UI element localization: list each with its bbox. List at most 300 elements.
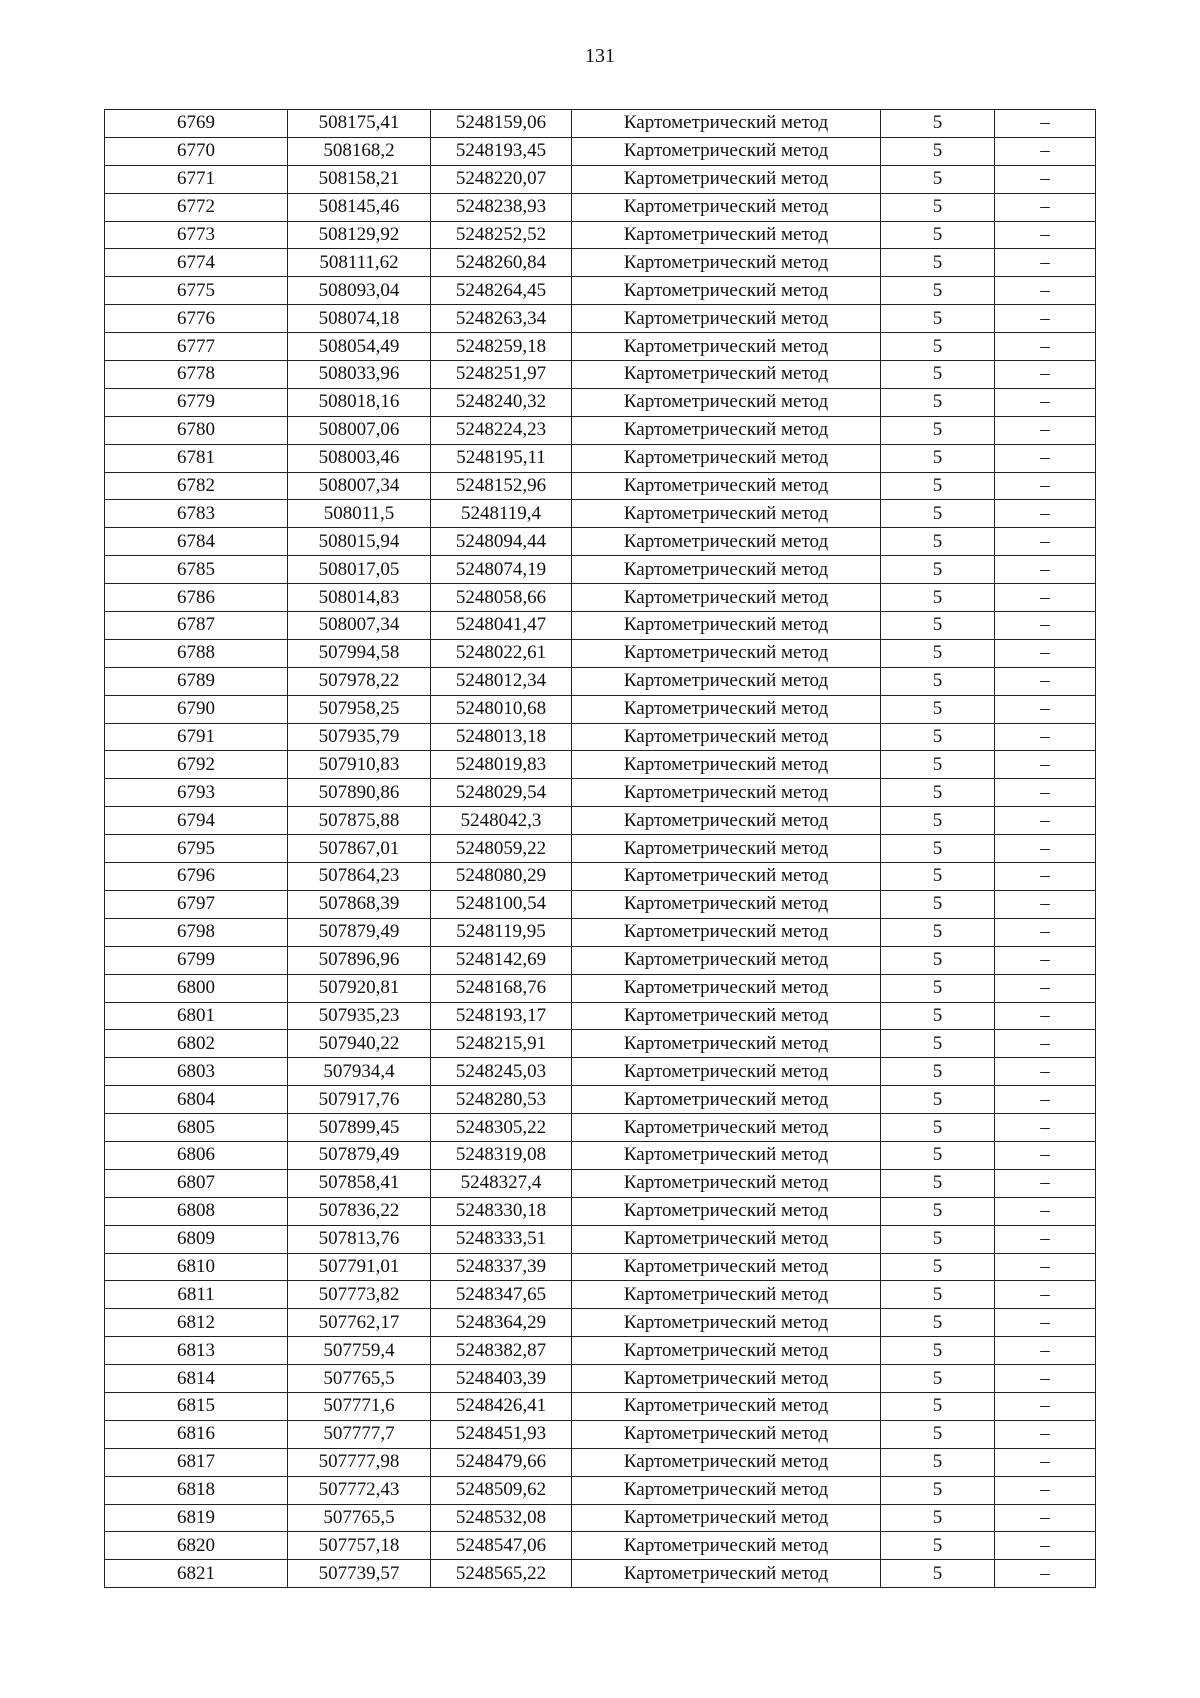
table-row <box>105 249 1096 277</box>
accuracy-cell: 5 <box>881 361 995 389</box>
y-coordinate-cell: 5248059,22 <box>431 835 572 863</box>
point-number-cell: 6787 <box>105 612 288 640</box>
description-cell: – <box>995 528 1096 556</box>
accuracy-cell: 5 <box>881 1448 995 1476</box>
x-coordinate-cell: 508007,06 <box>288 416 431 444</box>
table-row <box>105 1309 1096 1337</box>
accuracy-cell: 5 <box>881 1504 995 1532</box>
method-cell: Картометрический метод <box>572 137 881 165</box>
method-cell: Картометрический метод <box>572 193 881 221</box>
description-cell: – <box>995 137 1096 165</box>
method-cell: Картометрический метод <box>572 165 881 193</box>
accuracy-cell: 5 <box>881 612 995 640</box>
x-coordinate-cell: 507958,25 <box>288 695 431 723</box>
point-number-cell: 6780 <box>105 416 288 444</box>
method-cell: Картометрический метод <box>572 1504 881 1532</box>
description-cell: – <box>995 333 1096 361</box>
point-number-cell: 6806 <box>105 1141 288 1169</box>
x-coordinate-cell: 507759,4 <box>288 1337 431 1365</box>
accuracy-cell: 5 <box>881 110 995 138</box>
point-number-cell: 6816 <box>105 1420 288 1448</box>
y-coordinate-cell: 5248080,29 <box>431 863 572 891</box>
table-row <box>105 1197 1096 1225</box>
table-row <box>105 110 1096 138</box>
y-coordinate-cell: 5248252,52 <box>431 221 572 249</box>
point-number-cell: 6814 <box>105 1365 288 1393</box>
accuracy-cell: 5 <box>881 1365 995 1393</box>
y-coordinate-cell: 5248013,18 <box>431 723 572 751</box>
x-coordinate-cell: 507777,7 <box>288 1420 431 1448</box>
accuracy-cell: 5 <box>881 863 995 891</box>
y-coordinate-cell: 5248333,51 <box>431 1225 572 1253</box>
description-cell: – <box>995 1141 1096 1169</box>
x-coordinate-cell: 508014,83 <box>288 584 431 612</box>
y-coordinate-cell: 5248220,07 <box>431 165 572 193</box>
x-coordinate-cell: 508017,05 <box>288 556 431 584</box>
point-number-cell: 6808 <box>105 1197 288 1225</box>
method-cell: Картометрический метод <box>572 528 881 556</box>
x-coordinate-cell: 508175,41 <box>288 110 431 138</box>
description-cell: – <box>995 165 1096 193</box>
y-coordinate-cell: 5248152,96 <box>431 472 572 500</box>
point-number-cell: 6775 <box>105 277 288 305</box>
point-number-cell: 6772 <box>105 193 288 221</box>
x-coordinate-cell: 507777,98 <box>288 1448 431 1476</box>
y-coordinate-cell: 5248238,93 <box>431 193 572 221</box>
x-coordinate-cell: 507879,49 <box>288 918 431 946</box>
x-coordinate-cell: 507765,5 <box>288 1365 431 1393</box>
y-coordinate-cell: 5248280,53 <box>431 1086 572 1114</box>
y-coordinate-cell: 5248382,87 <box>431 1337 572 1365</box>
x-coordinate-cell: 507836,22 <box>288 1197 431 1225</box>
y-coordinate-cell: 5248159,06 <box>431 110 572 138</box>
table-row <box>105 890 1096 918</box>
description-cell: – <box>995 1281 1096 1309</box>
table-row <box>105 667 1096 695</box>
y-coordinate-cell: 5248058,66 <box>431 584 572 612</box>
y-coordinate-cell: 5248193,17 <box>431 1002 572 1030</box>
description-cell: – <box>995 305 1096 333</box>
y-coordinate-cell: 5248074,19 <box>431 556 572 584</box>
method-cell: Картометрический метод <box>572 249 881 277</box>
method-cell: Картометрический метод <box>572 1114 881 1142</box>
accuracy-cell: 5 <box>881 277 995 305</box>
table-row <box>105 974 1096 1002</box>
page-number: 131 <box>585 45 615 67</box>
y-coordinate-cell: 5248509,62 <box>431 1476 572 1504</box>
method-cell: Картометрический метод <box>572 1030 881 1058</box>
table-row <box>105 1365 1096 1393</box>
accuracy-cell: 5 <box>881 221 995 249</box>
point-number-cell: 6788 <box>105 639 288 667</box>
table-row <box>105 165 1096 193</box>
accuracy-cell: 5 <box>881 1058 995 1086</box>
table-row <box>105 361 1096 389</box>
description-cell: – <box>995 1058 1096 1086</box>
accuracy-cell: 5 <box>881 388 995 416</box>
point-number-cell: 6799 <box>105 946 288 974</box>
y-coordinate-cell: 5248100,54 <box>431 890 572 918</box>
point-number-cell: 6819 <box>105 1504 288 1532</box>
accuracy-cell: 5 <box>881 1114 995 1142</box>
method-cell: Картометрический метод <box>572 695 881 723</box>
description-cell: – <box>995 1420 1096 1448</box>
x-coordinate-cell: 507757,18 <box>288 1532 431 1560</box>
y-coordinate-cell: 5248319,08 <box>431 1141 572 1169</box>
y-coordinate-cell: 5248451,93 <box>431 1420 572 1448</box>
accuracy-cell: 5 <box>881 1141 995 1169</box>
table-row <box>105 1420 1096 1448</box>
x-coordinate-cell: 507994,58 <box>288 639 431 667</box>
accuracy-cell: 5 <box>881 556 995 584</box>
x-coordinate-cell: 507773,82 <box>288 1281 431 1309</box>
description-cell: – <box>995 472 1096 500</box>
method-cell: Картометрический метод <box>572 1141 881 1169</box>
x-coordinate-cell: 507867,01 <box>288 835 431 863</box>
accuracy-cell: 5 <box>881 444 995 472</box>
accuracy-cell: 5 <box>881 305 995 333</box>
method-cell: Картометрический метод <box>572 1197 881 1225</box>
accuracy-cell: 5 <box>881 528 995 556</box>
accuracy-cell: 5 <box>881 723 995 751</box>
method-cell: Картометрический метод <box>572 416 881 444</box>
y-coordinate-cell: 5248195,11 <box>431 444 572 472</box>
table-row <box>105 1337 1096 1365</box>
description-cell: – <box>995 110 1096 138</box>
point-number-cell: 6773 <box>105 221 288 249</box>
x-coordinate-cell: 507771,6 <box>288 1392 431 1420</box>
table-row <box>105 779 1096 807</box>
table-row <box>105 1448 1096 1476</box>
description-cell: – <box>995 1448 1096 1476</box>
x-coordinate-cell: 507899,45 <box>288 1114 431 1142</box>
table-row <box>105 416 1096 444</box>
y-coordinate-cell: 5248041,47 <box>431 612 572 640</box>
y-coordinate-cell: 5248029,54 <box>431 779 572 807</box>
description-cell: – <box>995 1002 1096 1030</box>
method-cell: Картометрический метод <box>572 1002 881 1030</box>
table-row <box>105 1169 1096 1197</box>
method-cell: Картометрический метод <box>572 1058 881 1086</box>
accuracy-cell: 5 <box>881 472 995 500</box>
table-row <box>105 946 1096 974</box>
accuracy-cell: 5 <box>881 1225 995 1253</box>
x-coordinate-cell: 508015,94 <box>288 528 431 556</box>
description-cell: – <box>995 779 1096 807</box>
method-cell: Картометрический метод <box>572 221 881 249</box>
description-cell: – <box>995 1365 1096 1393</box>
method-cell: Картометрический метод <box>572 1560 881 1588</box>
accuracy-cell: 5 <box>881 1002 995 1030</box>
point-number-cell: 6784 <box>105 528 288 556</box>
point-number-cell: 6789 <box>105 667 288 695</box>
table-row <box>105 1114 1096 1142</box>
point-number-cell: 6801 <box>105 1002 288 1030</box>
method-cell: Картометрический метод <box>572 1337 881 1365</box>
accuracy-cell: 5 <box>881 1392 995 1420</box>
point-number-cell: 6786 <box>105 584 288 612</box>
point-number-cell: 6813 <box>105 1337 288 1365</box>
table-row <box>105 723 1096 751</box>
point-number-cell: 6804 <box>105 1086 288 1114</box>
method-cell: Картометрический метод <box>572 472 881 500</box>
point-number-cell: 6820 <box>105 1532 288 1560</box>
accuracy-cell: 5 <box>881 1560 995 1588</box>
accuracy-cell: 5 <box>881 1532 995 1560</box>
description-cell: – <box>995 1114 1096 1142</box>
accuracy-cell: 5 <box>881 667 995 695</box>
table-row <box>105 612 1096 640</box>
point-number-cell: 6770 <box>105 137 288 165</box>
method-cell: Картометрический метод <box>572 835 881 863</box>
method-cell: Картометрический метод <box>572 1448 881 1476</box>
x-coordinate-cell: 507910,83 <box>288 751 431 779</box>
x-coordinate-cell: 507791,01 <box>288 1253 431 1281</box>
accuracy-cell: 5 <box>881 1476 995 1504</box>
description-cell: – <box>995 416 1096 444</box>
method-cell: Картометрический метод <box>572 333 881 361</box>
description-cell: – <box>995 974 1096 1002</box>
accuracy-cell: 5 <box>881 137 995 165</box>
x-coordinate-cell: 507765,5 <box>288 1504 431 1532</box>
table-row <box>105 584 1096 612</box>
point-number-cell: 6800 <box>105 974 288 1002</box>
accuracy-cell: 5 <box>881 1169 995 1197</box>
method-cell: Картометрический метод <box>572 556 881 584</box>
table-row <box>105 305 1096 333</box>
table-row <box>105 1504 1096 1532</box>
y-coordinate-cell: 5248119,4 <box>431 500 572 528</box>
point-number-cell: 6805 <box>105 1114 288 1142</box>
y-coordinate-cell: 5248327,4 <box>431 1169 572 1197</box>
method-cell: Картометрический метод <box>572 751 881 779</box>
point-number-cell: 6781 <box>105 444 288 472</box>
x-coordinate-cell: 508145,46 <box>288 193 431 221</box>
accuracy-cell: 5 <box>881 807 995 835</box>
description-cell: – <box>995 667 1096 695</box>
x-coordinate-cell: 507935,79 <box>288 723 431 751</box>
accuracy-cell: 5 <box>881 584 995 612</box>
accuracy-cell: 5 <box>881 946 995 974</box>
y-coordinate-cell: 5248565,22 <box>431 1560 572 1588</box>
point-number-cell: 6771 <box>105 165 288 193</box>
description-cell: – <box>995 221 1096 249</box>
description-cell: – <box>995 1532 1096 1560</box>
accuracy-cell: 5 <box>881 751 995 779</box>
point-number-cell: 6809 <box>105 1225 288 1253</box>
description-cell: – <box>995 1476 1096 1504</box>
method-cell: Картометрический метод <box>572 444 881 472</box>
description-cell: – <box>995 1253 1096 1281</box>
method-cell: Картометрический метод <box>572 1086 881 1114</box>
method-cell: Картометрический метод <box>572 639 881 667</box>
point-number-cell: 6792 <box>105 751 288 779</box>
table-row <box>105 1476 1096 1504</box>
table-row <box>105 500 1096 528</box>
table-row <box>105 918 1096 946</box>
y-coordinate-cell: 5248245,03 <box>431 1058 572 1086</box>
method-cell: Картометрический метод <box>572 918 881 946</box>
method-cell: Картометрический метод <box>572 361 881 389</box>
description-cell: – <box>995 361 1096 389</box>
point-number-cell: 6793 <box>105 779 288 807</box>
x-coordinate-cell: 508168,2 <box>288 137 431 165</box>
table-row <box>105 388 1096 416</box>
y-coordinate-cell: 5248547,06 <box>431 1532 572 1560</box>
y-coordinate-cell: 5248347,65 <box>431 1281 572 1309</box>
point-number-cell: 6803 <box>105 1058 288 1086</box>
point-number-cell: 6797 <box>105 890 288 918</box>
x-coordinate-cell: 507920,81 <box>288 974 431 1002</box>
table-row <box>105 1532 1096 1560</box>
table-row <box>105 751 1096 779</box>
table-row <box>105 1253 1096 1281</box>
description-cell: – <box>995 1169 1096 1197</box>
point-number-cell: 6795 <box>105 835 288 863</box>
description-cell: – <box>995 1392 1096 1420</box>
method-cell: Картометрический метод <box>572 863 881 891</box>
method-cell: Картометрический метод <box>572 1532 881 1560</box>
x-coordinate-cell: 508111,62 <box>288 249 431 277</box>
table-row <box>105 1560 1096 1588</box>
x-coordinate-cell: 507890,86 <box>288 779 431 807</box>
table-row <box>105 556 1096 584</box>
y-coordinate-cell: 5248337,39 <box>431 1253 572 1281</box>
method-cell: Картометрический метод <box>572 1420 881 1448</box>
point-number-cell: 6782 <box>105 472 288 500</box>
description-cell: – <box>995 946 1096 974</box>
description-cell: – <box>995 723 1096 751</box>
method-cell: Картометрический метод <box>572 890 881 918</box>
y-coordinate-cell: 5248305,22 <box>431 1114 572 1142</box>
accuracy-cell: 5 <box>881 779 995 807</box>
accuracy-cell: 5 <box>881 500 995 528</box>
x-coordinate-cell: 507772,43 <box>288 1476 431 1504</box>
y-coordinate-cell: 5248479,66 <box>431 1448 572 1476</box>
table-row <box>105 1030 1096 1058</box>
table-row <box>105 528 1096 556</box>
method-cell: Картометрический метод <box>572 1253 881 1281</box>
description-cell: – <box>995 1309 1096 1337</box>
y-coordinate-cell: 5248010,68 <box>431 695 572 723</box>
y-coordinate-cell: 5248224,23 <box>431 416 572 444</box>
y-coordinate-cell: 5248263,34 <box>431 305 572 333</box>
x-coordinate-cell: 507940,22 <box>288 1030 431 1058</box>
x-coordinate-cell: 508074,18 <box>288 305 431 333</box>
description-cell: – <box>995 807 1096 835</box>
description-cell: – <box>995 1225 1096 1253</box>
point-number-cell: 6779 <box>105 388 288 416</box>
description-cell: – <box>995 1337 1096 1365</box>
point-number-cell: 6791 <box>105 723 288 751</box>
point-number-cell: 6817 <box>105 1448 288 1476</box>
x-coordinate-cell: 507935,23 <box>288 1002 431 1030</box>
table-row <box>105 277 1096 305</box>
table-row <box>105 695 1096 723</box>
x-coordinate-cell: 508054,49 <box>288 333 431 361</box>
table-row <box>105 1392 1096 1420</box>
point-number-cell: 6769 <box>105 110 288 138</box>
y-coordinate-cell: 5248330,18 <box>431 1197 572 1225</box>
description-cell: – <box>995 835 1096 863</box>
description-cell: – <box>995 695 1096 723</box>
accuracy-cell: 5 <box>881 249 995 277</box>
method-cell: Картометрический метод <box>572 1169 881 1197</box>
point-number-cell: 6790 <box>105 695 288 723</box>
point-number-cell: 6812 <box>105 1309 288 1337</box>
description-cell: – <box>995 918 1096 946</box>
method-cell: Картометрический метод <box>572 612 881 640</box>
table-row <box>105 1141 1096 1169</box>
x-coordinate-cell: 508093,04 <box>288 277 431 305</box>
description-cell: – <box>995 249 1096 277</box>
accuracy-cell: 5 <box>881 1281 995 1309</box>
description-cell: – <box>995 556 1096 584</box>
x-coordinate-cell: 507879,49 <box>288 1141 431 1169</box>
y-coordinate-cell: 5248142,69 <box>431 946 572 974</box>
accuracy-cell: 5 <box>881 974 995 1002</box>
y-coordinate-cell: 5248012,34 <box>431 667 572 695</box>
point-number-cell: 6777 <box>105 333 288 361</box>
accuracy-cell: 5 <box>881 1086 995 1114</box>
description-cell: – <box>995 193 1096 221</box>
table-row <box>105 863 1096 891</box>
point-number-cell: 6794 <box>105 807 288 835</box>
accuracy-cell: 5 <box>881 1253 995 1281</box>
x-coordinate-cell: 507864,23 <box>288 863 431 891</box>
y-coordinate-cell: 5248019,83 <box>431 751 572 779</box>
method-cell: Картометрический метод <box>572 584 881 612</box>
accuracy-cell: 5 <box>881 1309 995 1337</box>
description-cell: – <box>995 388 1096 416</box>
x-coordinate-cell: 508007,34 <box>288 472 431 500</box>
table-row <box>105 1058 1096 1086</box>
table-row <box>105 1086 1096 1114</box>
method-cell: Картометрический метод <box>572 305 881 333</box>
method-cell: Картометрический метод <box>572 1309 881 1337</box>
accuracy-cell: 5 <box>881 193 995 221</box>
x-coordinate-cell: 507917,76 <box>288 1086 431 1114</box>
description-cell: – <box>995 1504 1096 1532</box>
method-cell: Картометрический метод <box>572 779 881 807</box>
method-cell: Картометрический метод <box>572 946 881 974</box>
y-coordinate-cell: 5248264,45 <box>431 277 572 305</box>
x-coordinate-cell: 507875,88 <box>288 807 431 835</box>
y-coordinate-cell: 5248403,39 <box>431 1365 572 1393</box>
accuracy-cell: 5 <box>881 639 995 667</box>
point-number-cell: 6821 <box>105 1560 288 1588</box>
method-cell: Картометрический метод <box>572 667 881 695</box>
y-coordinate-cell: 5248119,95 <box>431 918 572 946</box>
y-coordinate-cell: 5248215,91 <box>431 1030 572 1058</box>
accuracy-cell: 5 <box>881 890 995 918</box>
x-coordinate-cell: 507858,41 <box>288 1169 431 1197</box>
method-cell: Картометрический метод <box>572 807 881 835</box>
table-row <box>105 193 1096 221</box>
x-coordinate-cell: 508007,34 <box>288 612 431 640</box>
accuracy-cell: 5 <box>881 1420 995 1448</box>
table-row <box>105 221 1096 249</box>
method-cell: Картометрический метод <box>572 110 881 138</box>
y-coordinate-cell: 5248251,97 <box>431 361 572 389</box>
x-coordinate-cell: 508158,21 <box>288 165 431 193</box>
y-coordinate-cell: 5248022,61 <box>431 639 572 667</box>
point-number-cell: 6785 <box>105 556 288 584</box>
table-row <box>105 137 1096 165</box>
point-number-cell: 6807 <box>105 1169 288 1197</box>
x-coordinate-cell: 507739,57 <box>288 1560 431 1588</box>
y-coordinate-cell: 5248364,29 <box>431 1309 572 1337</box>
